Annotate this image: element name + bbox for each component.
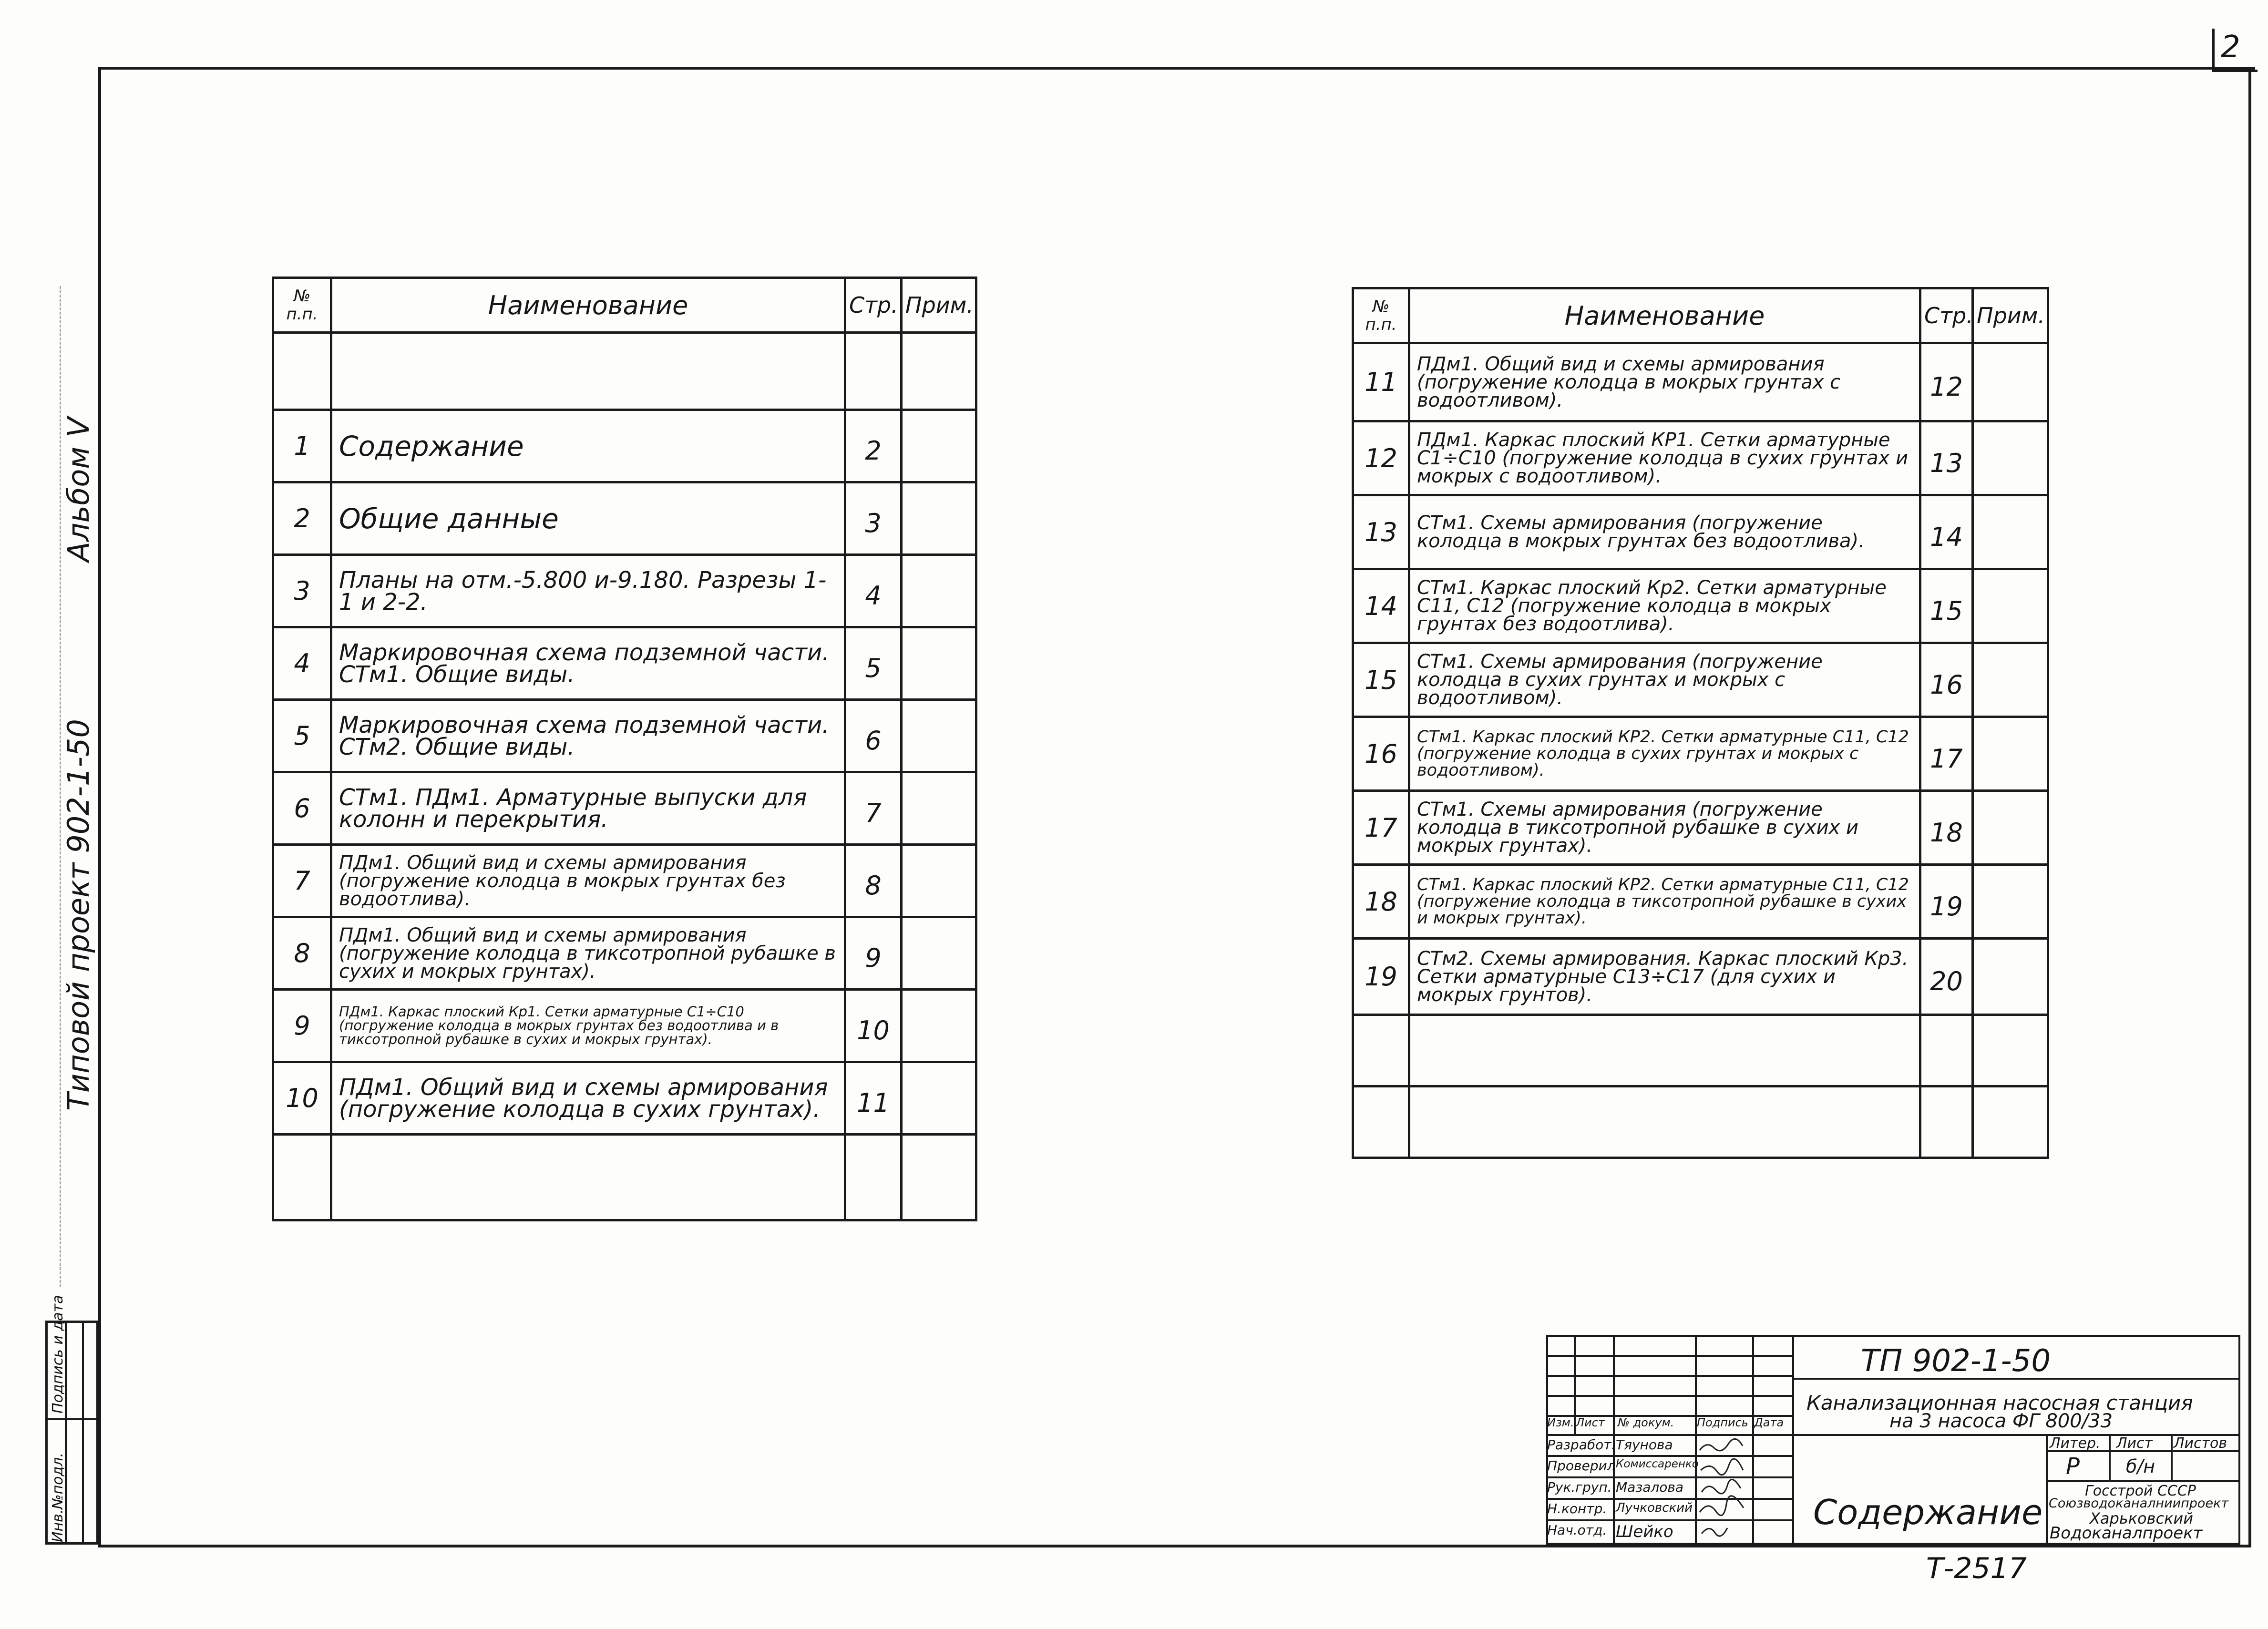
role-name: Шейко [1616, 1522, 1673, 1541]
frame-bottom-line [98, 1545, 2251, 1547]
table-row-empty [273, 333, 976, 410]
row-title: Общие данные [331, 482, 845, 555]
org-line: Союзводоканалниипроект [2049, 1496, 2229, 1511]
table-row [273, 1062, 976, 1135]
row-num: 6 [273, 772, 331, 845]
row-title: СТм1. Схемы армирования (погружение колодца в сухих грунтах и мокрых с водоотливом). [1409, 643, 1920, 717]
row-num: 7 [273, 845, 331, 917]
row-title: ПДм1. Каркас плоский Кр1. Сетки арматурные С1÷С10 (погружение колодца в мокрых грунтах без водоотлива и в тиксотропной рубашке в сухих и мокрых грунтах). [331, 990, 845, 1062]
project-code: ТП 902-1-50 [1861, 1343, 2051, 1379]
sheet-value: б/н [2126, 1456, 2155, 1477]
row-page: 4 [845, 555, 902, 627]
row-page: 6 [845, 700, 902, 772]
stamp-line [1546, 1455, 1792, 1457]
row-title: СТм1. Каркас плоский КР2. Сетки арматурные С11, С12 (погружение колодца в сухих грунтах и мокрых с водоотливом). [1409, 717, 1920, 791]
stamp-line [1546, 1355, 1792, 1357]
side-stamp-inv-label: Инв.№подл. [50, 1453, 66, 1542]
table-row [273, 482, 976, 555]
row-page: 7 [845, 772, 902, 845]
header-num: № п.п. [273, 278, 331, 333]
stamp-line [1546, 1519, 1792, 1521]
row-title: СТм1. Схемы армирования (погружение колодца в мокрых грунтах без водоотлива). [1409, 495, 1920, 569]
stage-value: Р [2066, 1453, 2080, 1480]
row-num: 18 [1353, 865, 1409, 939]
header-page: Стр. [1920, 288, 1973, 343]
role-label: Нач.отд. [1547, 1522, 1607, 1538]
row-title: Маркировочная схема подземной части. СТм1. Общие виды. [331, 627, 845, 700]
col-header-change: Изм. [1547, 1416, 1574, 1429]
side-project-code: Типовой проект 902-1-50 [61, 719, 96, 1111]
row-page: 3 [845, 482, 902, 555]
stamp-line [2238, 1335, 2240, 1545]
role-label: Рук.груп. [1547, 1479, 1612, 1495]
row-num: 11 [1353, 343, 1409, 421]
row-title: Планы на отм.-5.800 и-9.180. Разрезы 1-1 и 2-2. [331, 555, 845, 627]
side-stamp-divider [82, 1323, 84, 1542]
row-title: Маркировочная схема подземной части. СТм2. Общие виды. [331, 700, 845, 772]
row-num: 2 [273, 482, 331, 555]
row-num: 4 [273, 627, 331, 700]
row-page: 20 [1920, 939, 1973, 1015]
stamp-line [1752, 1335, 1754, 1545]
row-title: ПДм1. Общий вид и схемы армирования (погружение колодца в сухих грунтах). [331, 1062, 845, 1135]
sheet-title: Содержание [1813, 1492, 2043, 1532]
role-name: Мазалова [1616, 1479, 1684, 1495]
row-page: 12 [1920, 343, 1973, 421]
object-name: Канализационная насосная станция [1806, 1391, 2193, 1414]
table-row [273, 700, 976, 772]
org-line: Харьковский [2090, 1509, 2193, 1527]
title-block [1546, 1335, 2240, 1545]
table-row [273, 845, 976, 917]
row-page: 17 [1920, 717, 1973, 791]
row-title: СТм1. Схемы армирования (погружение колодца в тиксотропной рубашке в сухих и мокрых грунтах). [1409, 791, 1920, 865]
col-header-sheet: Лист [1576, 1416, 1605, 1429]
table-row [1353, 939, 2048, 1015]
col-header-docnum: № докум. [1618, 1416, 1674, 1429]
row-page: 2 [845, 410, 902, 482]
stage-header: Литер. [2050, 1435, 2101, 1452]
side-stamp [45, 1295, 99, 1545]
frame-right-line [2248, 67, 2251, 1545]
table-row [1353, 495, 2048, 569]
side-stamp-divider [48, 1418, 96, 1420]
row-num: 19 [1353, 939, 1409, 1015]
stamp-line [2109, 1434, 2111, 1480]
row-page: 8 [845, 845, 902, 917]
toc-header-row [273, 278, 976, 333]
stamp-line [2171, 1434, 2173, 1480]
side-stamp-signature-label: Подпись и дата [50, 1295, 66, 1414]
stamp-line [1546, 1498, 1792, 1500]
stamp-line [1546, 1395, 1792, 1397]
row-num: 3 [273, 555, 331, 627]
table-row [1353, 717, 2048, 791]
row-title: СТм1. ПДм1. Арматурные выпуски для колонн и перекрытия. [331, 772, 845, 845]
header-page: Стр. [845, 278, 902, 333]
table-row [273, 990, 976, 1062]
org-line: Госстрой СССР [2085, 1483, 2196, 1499]
table-row [1353, 343, 2048, 421]
signatures-drawing [1697, 1436, 1751, 1543]
row-page: 13 [1920, 421, 1973, 495]
row-num: 5 [273, 700, 331, 772]
row-num: 8 [273, 917, 331, 990]
row-page: 5 [845, 627, 902, 700]
role-label: Н.контр. [1547, 1501, 1607, 1516]
row-num: 15 [1353, 643, 1409, 717]
table-row [273, 627, 976, 700]
row-num: 16 [1353, 717, 1409, 791]
stamp-line [1546, 1543, 2240, 1545]
row-num: 10 [273, 1062, 331, 1135]
role-name: Лучковский [1616, 1501, 1693, 1515]
table-row [273, 917, 976, 990]
row-num: 12 [1353, 421, 1409, 495]
row-title: ПДм1. Общий вид и схемы армирования (погружение колодца в мокрых грунтах без водоотлива). [331, 845, 845, 917]
row-title: Содержание [331, 410, 845, 482]
col-header-signature: Подпись [1697, 1416, 1748, 1429]
header-name: Наименование [331, 278, 845, 333]
row-num: 17 [1353, 791, 1409, 865]
side-album: Альбом V [61, 417, 96, 562]
row-num: 1 [273, 410, 331, 482]
row-title: СТм2. Схемы армирования. Каркас плоский Кр3. Сетки арматурные С13÷С17 (для сухих и мокрых грунтов). [1409, 939, 1920, 1015]
row-page: 15 [1920, 569, 1973, 643]
role-name: Тяунова [1616, 1437, 1673, 1453]
row-page: 10 [845, 990, 902, 1062]
toc-table-left [272, 277, 977, 1221]
table-row [1353, 569, 2048, 643]
row-page: 19 [1920, 865, 1973, 939]
row-page: 9 [845, 917, 902, 990]
stamp-line [1546, 1476, 1792, 1478]
row-title: ПДм1. Общий вид и схемы армирования (погружение колодца в тиксотропной рубашке в сухих и мокрых грунтах). [331, 917, 845, 990]
table-row-empty [1353, 1086, 2048, 1158]
table-row [1353, 643, 2048, 717]
side-project-title [61, 374, 96, 1111]
row-title: ПДм1. Каркас плоский КР1. Сетки арматурные С1÷С10 (погружение колодца в сухих грунтах и мокрых с водоотливом). [1409, 421, 1920, 495]
row-page: 16 [1920, 643, 1973, 717]
header-note: Прим. [1973, 288, 2048, 343]
row-title: СТм1. Каркас плоский КР2. Сетки арматурные С11, С12 (погружение колодца в тиксотропной рубашке в сухих и мокрых грунтах). [1409, 865, 1920, 939]
col-header-date: Дата [1754, 1416, 1784, 1429]
stamp-line [1546, 1335, 2240, 1337]
row-page: 18 [1920, 791, 1973, 865]
stamp-line [1792, 1335, 1794, 1545]
row-page: 14 [1920, 495, 1973, 569]
org-line: Водоканалпроект [2050, 1524, 2203, 1543]
stamp-line [1546, 1375, 1792, 1377]
row-num: 9 [273, 990, 331, 1062]
frame-top-line [100, 67, 2255, 70]
table-row [273, 555, 976, 627]
toc-header-row [1353, 288, 2048, 343]
table-row [1353, 865, 2048, 939]
toc-table-right [1352, 287, 2049, 1159]
row-num: 13 [1353, 495, 1409, 569]
stamp-line [2046, 1480, 2240, 1482]
object-name-line2: на 3 насоса ФГ 800/33 [1889, 1410, 2113, 1432]
sheet-header: Лист [2116, 1435, 2153, 1452]
header-name: Наименование [1409, 288, 1920, 343]
table-row [273, 410, 976, 482]
table-row [1353, 791, 2048, 865]
archive-code: Т-2517 [1926, 1552, 2027, 1585]
table-row [1353, 421, 2048, 495]
row-page: 11 [845, 1062, 902, 1135]
table-row-empty [1353, 1015, 2048, 1086]
sheets-header: Листов [2174, 1435, 2227, 1452]
role-name: Комиссаренко [1616, 1458, 1699, 1470]
row-num: 14 [1353, 569, 1409, 643]
row-title: СТм1. Каркас плоский Кр2. Сетки арматурные С11, С12 (погружение колодца в мокрых грунтах без водоотлива). [1409, 569, 1920, 643]
header-note: Прим. [902, 278, 976, 333]
table-row-empty [273, 1135, 976, 1220]
sheet-number: 2 [2221, 30, 2240, 65]
row-title: ПДм1. Общий вид и схемы армирования (погружение колодца в мокрых грунтах с водоотливом). [1409, 343, 1920, 421]
header-num: № п.п. [1353, 288, 1409, 343]
role-label: Разработ. [1547, 1437, 1616, 1453]
role-label: Проверил [1547, 1458, 1616, 1474]
table-row [273, 772, 976, 845]
